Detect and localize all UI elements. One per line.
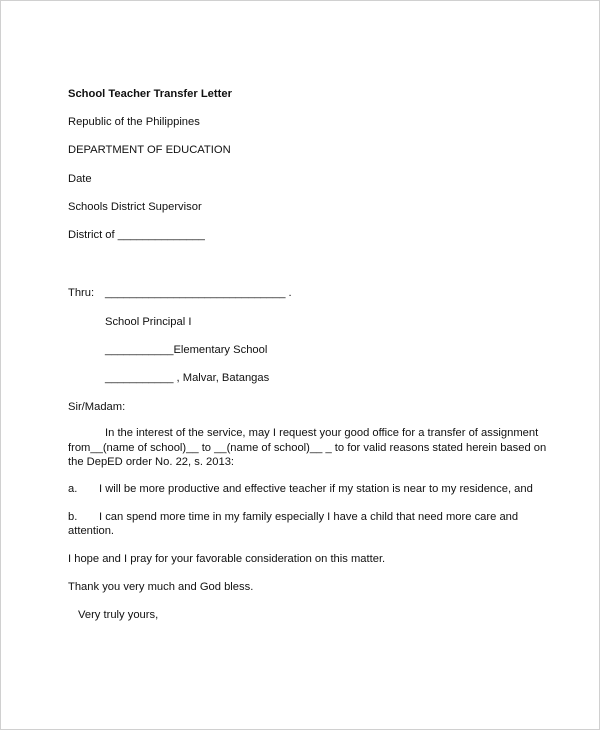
- reason-b-marker: b.: [68, 511, 78, 523]
- recipient-title: Schools District Supervisor: [68, 201, 202, 213]
- principal-line: School Principal I: [105, 316, 192, 328]
- body-line-2: from__(name of school)__ to __(name of school)__ _ to for valid reasons stated herein based on: [68, 442, 547, 454]
- body-line-3: the DepED order No. 22, s. 2013:: [68, 456, 235, 468]
- thru-blank: _____________________________ .: [105, 287, 292, 299]
- republic-line: Republic of the Philippines: [68, 116, 200, 128]
- hope-line: I hope and I pray for your favorable consideration on this matter.: [68, 553, 386, 565]
- date-label: Date: [68, 173, 92, 185]
- district-line: District of ______________: [68, 229, 205, 241]
- department-line: DEPARTMENT OF EDUCATION: [68, 144, 231, 156]
- closing-line: Very truly yours,: [78, 609, 159, 621]
- reason-a-marker: a.: [68, 483, 78, 495]
- letter-title: School Teacher Transfer Letter: [68, 88, 232, 100]
- reason-b-continuation: attention.: [68, 525, 115, 537]
- thru-label: Thru:: [68, 287, 95, 299]
- body-line-1: In the interest of the service, may I request your good office for a transfer of assignment: [105, 427, 539, 439]
- thanks-line: Thank you very much and God bless.: [68, 581, 254, 593]
- salutation: Sir/Madam:: [68, 401, 126, 413]
- reason-a-text: I will be more productive and effective teacher if my station is near to my residence, and: [99, 483, 533, 495]
- school-line: ___________Elementary School: [105, 344, 268, 356]
- reason-b-text: I can spend more time in my family especially I have a child that need more care and: [99, 511, 519, 523]
- address-line: ___________ , Malvar, Batangas: [105, 372, 270, 384]
